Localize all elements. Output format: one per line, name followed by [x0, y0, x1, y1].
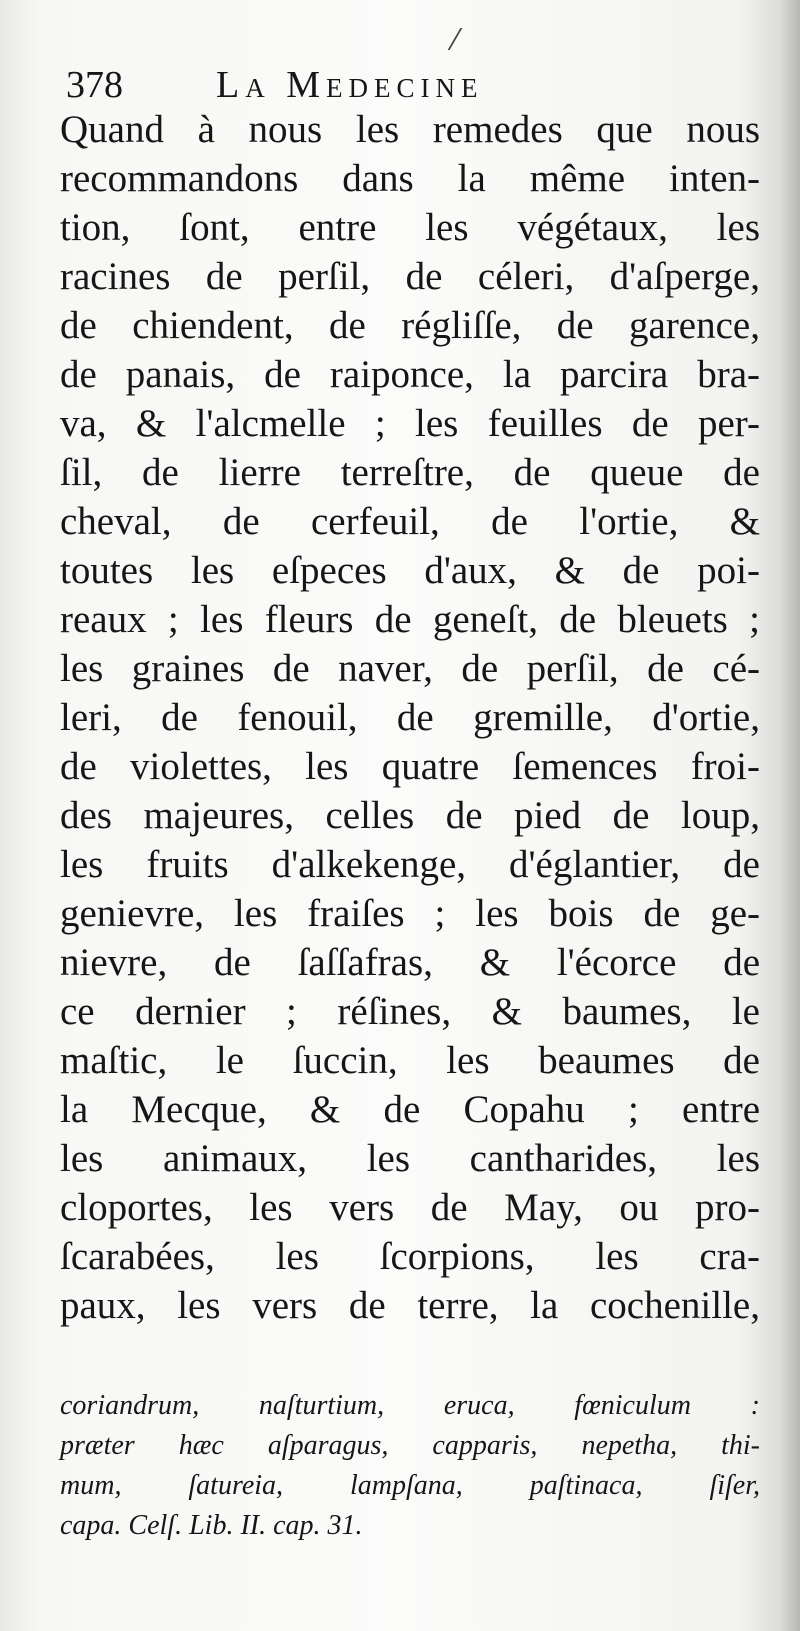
footnote-line: coriandrum, naſturtium, eruca, fœniculum : [60, 1390, 760, 1421]
text-line: toutes les eſpeces d'aux, & de poi- [60, 549, 760, 592]
text-line: tion, ſont, entre les végétaux, les [60, 206, 760, 249]
text-line: ſcarabées, les ſcorpions, les cra- [60, 1235, 760, 1278]
text-line: cloportes, les vers de May, ou pro- [60, 1186, 760, 1229]
main-text [60, 105, 760, 1330]
text-line: de violettes, les quatre ſemences froi- [60, 745, 760, 788]
ink-mark [434, 28, 463, 50]
footnote-line: capa. Celſ. Lib. II. cap. 31. [60, 1510, 363, 1541]
text-line: genievre, les fraiſes ; les bois de ge- [60, 892, 760, 935]
text-line: la Mecque, & de Copahu ; entre [60, 1088, 760, 1131]
running-head [66, 60, 766, 110]
text-line: ce dernier ; réſines, & baumes, le [60, 990, 760, 1033]
text-line: racines de perſil, de céleri, d'aſperge, [60, 255, 760, 298]
page-number: 378 [66, 64, 123, 106]
text-line: cheval, de cerfeuil, de l'ortie, & [60, 500, 760, 543]
footnote-line: præter hæc aſparagus, capparis, nepetha, thi- [60, 1430, 760, 1461]
text-line: va, & l'alcmelle ; les feuilles de per- [60, 402, 760, 445]
text-line: paux, les vers de terre, la cochenille, [60, 1284, 760, 1327]
text-line: reaux ; les fleurs de geneſt, de bleuets ; [60, 598, 760, 641]
text-line: leri, de fenouil, de gremille, d'ortie, [60, 696, 760, 739]
text-line: les graines de naver, de perſil, de cé- [60, 647, 760, 690]
page-gutter-shadow [780, 0, 800, 1631]
text-line: ſil, de lierre terreſtre, de queue de [60, 451, 760, 494]
running-title: La Medecine [216, 64, 484, 106]
text-line: nievre, de ſaſſafras, & l'écorce de [60, 941, 760, 984]
text-line: recommandons dans la même inten- [60, 157, 760, 200]
text-line: les animaux, les cantharides, les [60, 1137, 760, 1180]
text-line: de panais, de raiponce, la parcira bra- [60, 353, 760, 396]
text-line: les fruits d'alkekenge, d'églantier, de [60, 843, 760, 886]
text-line: de chiendent, de régliſſe, de garence, [60, 304, 760, 347]
footnote [60, 1386, 760, 1546]
footnote-line: mum, ſatureia, lampſana, paſtinaca, ſiſer, [60, 1470, 760, 1501]
text-line: des majeures, celles de pied de loup, [60, 794, 760, 837]
text-line: maſtic, le ſuccin, les beaumes de [60, 1039, 760, 1082]
text-line: Quand à nous les remedes que nous [60, 108, 760, 151]
